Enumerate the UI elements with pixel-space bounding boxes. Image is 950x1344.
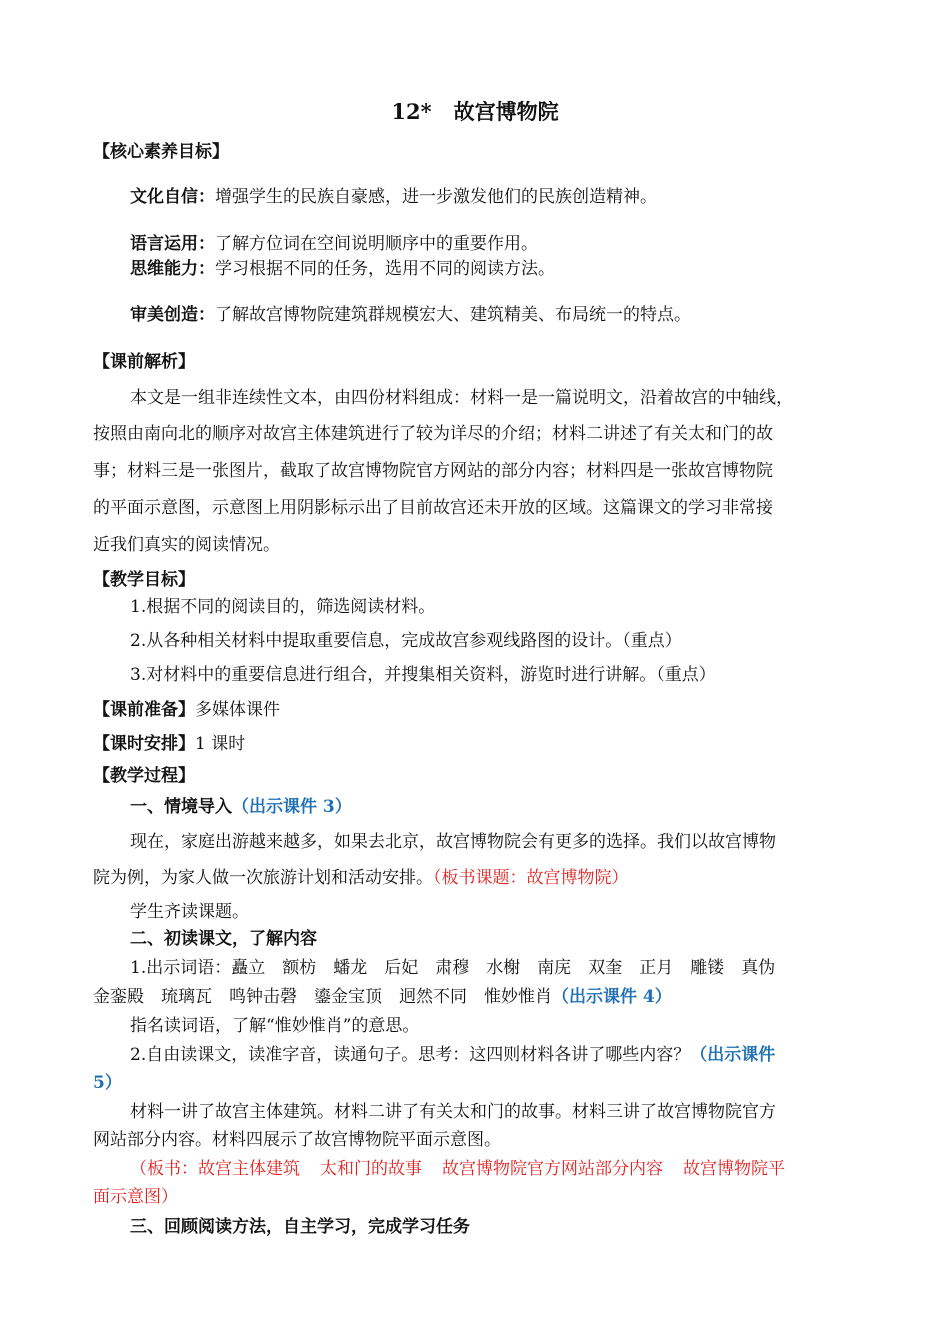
vocab-word: 正月 xyxy=(639,958,674,978)
paragraph-line: 近我们真实的阅读情况。 xyxy=(93,535,280,555)
vocab-word: 南庑 xyxy=(537,958,572,978)
vocab-word: 肃穆 xyxy=(435,958,470,978)
teaching-goal-item: 2.从各种相关材料中提取重要信息，完成故宫参观线路图的设计。（重点） xyxy=(130,631,682,651)
part1-heading: 一、情境导入（出示课件 3） xyxy=(130,797,352,817)
paragraph-line: 按照由南向北的顺序对故宫主体建筑进行了较为详尽的介绍；材料二讲述了有关太和门的故 xyxy=(93,424,773,444)
teaching-goal-item: 1.根据不同的阅读目的，筛选阅读材料。 xyxy=(130,597,436,617)
vocab-word: 迥然不同 xyxy=(399,987,467,1007)
board-note: （板书课题：故宫博物院） xyxy=(433,868,629,888)
lesson-number: 12* xyxy=(391,99,432,124)
vocab-word: 双奎 xyxy=(588,958,623,978)
section-heading-teaching-goals: 【教学目标】 xyxy=(93,570,195,590)
part2-heading: 二、初读课文，了解内容 xyxy=(130,929,317,949)
paragraph-line: 学生齐读课题。 xyxy=(130,902,249,922)
courseware-note: （出示课件 4） xyxy=(552,987,672,1007)
paragraph-line: 指名读词语，了解“惟妙惟肖”的意思。 xyxy=(130,1016,420,1036)
core-goal-item: 审美创造：了解故宫博物院建筑群规模宏大、建筑精美、布局统一的特点。 xyxy=(130,305,691,325)
paragraph-line: 事；材料三是一张图片，截取了故宫博物院官方网站的部分内容；材料四是一张故宫博物院 xyxy=(93,461,773,481)
teaching-goal-item: 3.对材料中的重要信息进行组合，并搜集相关资料，游览时进行讲解。（重点） xyxy=(130,665,716,685)
core-goal-item: 语言运用：了解方位词在空间说明顺序中的重要作用。 xyxy=(130,234,538,254)
vocab-word: 水榭 xyxy=(486,958,521,978)
core-goal-item: 思维能力：学习根据不同的任务，选用不同的阅读方法。 xyxy=(130,259,555,279)
paragraph-line: 材料一讲了故宫主体建筑。材料二讲了有关太和门的故事。材料三讲了故宫博物院官方 xyxy=(130,1102,776,1122)
paragraph-line: 院为例，为家人做一次旅游计划和活动安排。（板书课题：故宫博物院） xyxy=(93,868,629,888)
section-heading-pre-analysis: 【课前解析】 xyxy=(93,352,195,372)
vocab-word: 惟妙惟肖 xyxy=(484,987,552,1007)
schedule-line: 【课时安排】1 课时 xyxy=(93,734,246,754)
vocab-word: 琉璃瓦 xyxy=(161,987,212,1007)
preparation-line: 【课前准备】多媒体课件 xyxy=(93,700,280,720)
paragraph-line: 的平面示意图，示意图上用阴影标示出了目前故宫还未开放的区域。这篇课文的学习非常接 xyxy=(93,498,773,518)
courseware-note: （出示课件 xyxy=(690,1045,776,1065)
vocab-word: 雕镂 xyxy=(690,958,725,978)
board-note: 面示意图） xyxy=(93,1187,178,1207)
courseware-note: 5） xyxy=(93,1073,122,1093)
paragraph-line: 2.自由读课文，读准字音，读通句子。思考：这四则材料各讲了哪些内容？（出示课件 xyxy=(130,1045,776,1065)
vocab-word: 真伪 xyxy=(741,958,776,978)
courseware-note: （出示课件 3） xyxy=(232,797,352,817)
part3-heading: 三、回顾阅读方法，自主学习，完成学习任务 xyxy=(130,1217,470,1237)
vocab-word: 矗立 xyxy=(231,958,266,978)
vocab-row xyxy=(93,986,672,1008)
section-heading-core-goals: 【核心素养目标】 xyxy=(93,142,229,162)
page-title xyxy=(0,101,950,123)
vocab-word: 额枋 xyxy=(282,958,317,978)
section-heading-process: 【教学过程】 xyxy=(93,766,195,786)
core-goal-item: 文化自信：增强学生的民族自豪感，进一步激发他们的民族创造精神。 xyxy=(130,187,657,207)
board-note: （板书：故宫主体建筑 太和门的故事 故宫博物院官方网站部分内容 故宫博物院平 xyxy=(130,1159,785,1179)
paragraph-line: 现在，家庭出游越来越多，如果去北京，故宫博物院会有更多的选择。我们以故宫博物 xyxy=(130,832,776,852)
vocab-word: 金銮殿 xyxy=(93,987,144,1007)
vocab-word: 蟠龙 xyxy=(333,958,368,978)
vocab-word: 鎏金宝顶 xyxy=(314,987,382,1007)
paragraph-line: 网站部分内容。材料四展示了故宫博物院平面示意图。 xyxy=(93,1130,501,1150)
vocab-word: 后妃 xyxy=(384,958,419,978)
paragraph-line: 本文是一组非连续性文本，由四份材料组成：材料一是一篇说明文，沿着故宫的中轴线， xyxy=(130,388,793,408)
vocab-word: 鸣钟击磬 xyxy=(229,987,297,1007)
vocab-row: 1.出示词语：矗立 额枋 蟠龙 后妃 肃穆 水榭 南庑 双奎 正月 雕镂 真伪 xyxy=(130,958,776,978)
lesson-title: 故宫博物院 xyxy=(453,99,559,124)
